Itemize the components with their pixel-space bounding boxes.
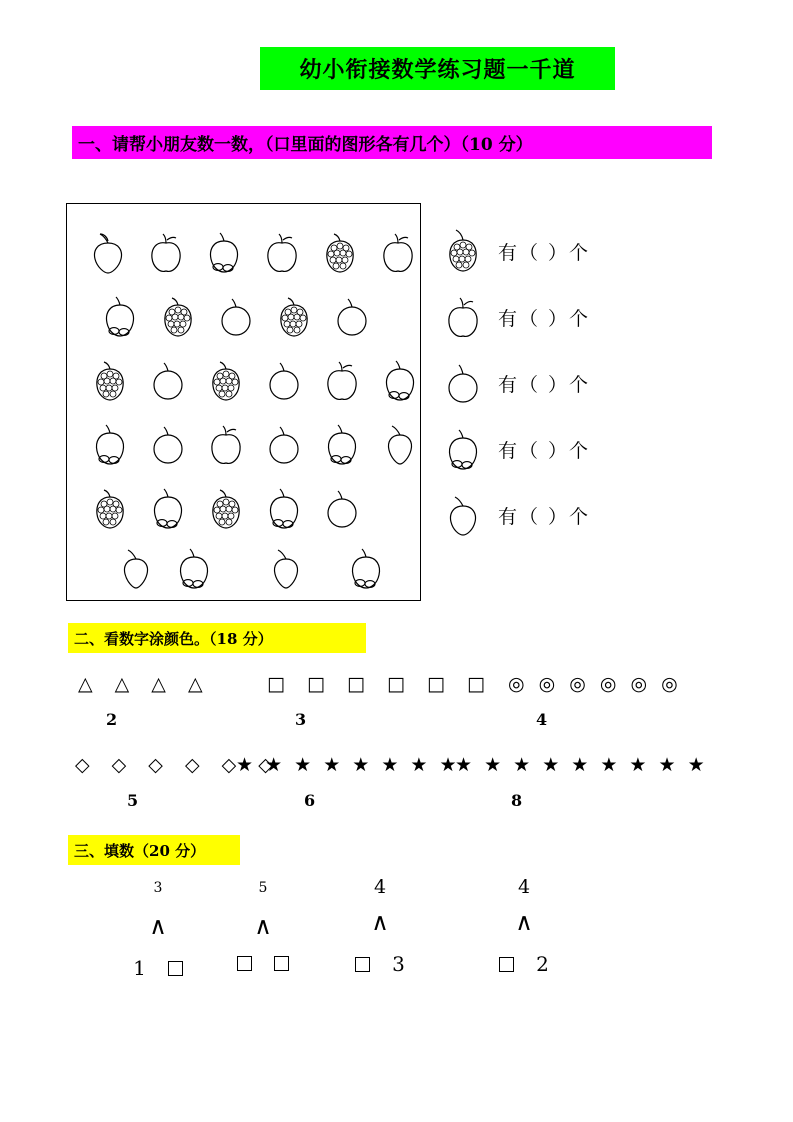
apple-icon: [313, 350, 371, 412]
number-bond: [203, 880, 323, 971]
section-2-heading: 二、看数字涂颜色。（18 分）: [74, 629, 273, 648]
bond-branch-icon: ∧: [371, 908, 389, 936]
orange-icon: [323, 286, 381, 348]
bond-branch-icon: ∧: [254, 912, 272, 940]
peach-icon: [255, 478, 313, 540]
answer-row: [436, 218, 736, 284]
peach-icon: [91, 286, 149, 348]
bond-left-blank[interactable]: [237, 956, 252, 971]
shape-number: 5: [127, 791, 139, 810]
raspberry-icon: [436, 228, 490, 274]
answer-list: [436, 218, 736, 548]
strawberry-icon: [257, 538, 315, 600]
shape-group: [267, 675, 493, 729]
bond-parts: [320, 952, 440, 976]
shape-row: ◇ ◇ ◇ ◇ ◇ ◇: [75, 754, 281, 776]
number-bond: [464, 876, 584, 976]
strawberry-icon: [79, 222, 137, 284]
number-bond: [320, 876, 440, 976]
bond-left-blank[interactable]: [355, 957, 370, 972]
answer-row: [436, 482, 736, 548]
page-title: 幼小衔接数学练习题一千道: [299, 57, 576, 83]
raspberry-icon: [81, 478, 139, 540]
bond-parts: [98, 956, 218, 980]
bond-right-value[interactable]: 2: [536, 952, 549, 976]
strawberry-icon: [436, 492, 490, 538]
answer-label: 有（ ）个: [498, 241, 591, 264]
apple-icon: [369, 222, 427, 284]
raspberry-icon: [149, 286, 207, 348]
shape-row: ★ ★ ★ ★ ★ ★ ★ ★: [236, 754, 460, 776]
orange-icon: [139, 350, 197, 412]
raspberry-icon: [265, 286, 323, 348]
fruit-counting-box: [66, 203, 421, 601]
shape-row: △ △ △ △: [78, 673, 211, 695]
bond-left-value[interactable]: 1: [133, 956, 146, 980]
answer-label: 有（ ）个: [498, 505, 591, 528]
raspberry-icon: [311, 222, 369, 284]
apple-icon: [197, 414, 255, 476]
answer-label: 有（ ）个: [498, 373, 591, 396]
strawberry-icon: [107, 538, 165, 600]
bond-total: 4: [373, 876, 387, 898]
peach-icon: [337, 538, 395, 600]
answer-label: 有（ ）个: [498, 307, 591, 330]
shape-group: [508, 675, 682, 729]
bond-total: 5: [258, 880, 268, 896]
answer-row: [436, 350, 736, 416]
shape-row: □ □ □ □ □ □: [267, 673, 493, 695]
apple-icon: [436, 294, 490, 340]
bond-total: 4: [517, 876, 531, 898]
shape-number: 6: [304, 791, 316, 810]
number-bond: [98, 880, 218, 980]
shape-number: 3: [295, 710, 307, 729]
raspberry-icon: [81, 350, 139, 412]
fruit-row: [81, 414, 429, 476]
raspberry-icon: [197, 478, 255, 540]
bond-right-blank[interactable]: [274, 956, 289, 971]
apple-icon: [253, 222, 311, 284]
section-1-heading-banner: [72, 126, 712, 159]
shape-number: 2: [106, 710, 118, 729]
answer-label: 有（ ）个: [498, 439, 591, 462]
section-3-heading: 三、填数（20 分）: [74, 841, 206, 860]
orange-icon: [255, 414, 313, 476]
answer-row: [436, 284, 736, 350]
raspberry-icon: [197, 350, 255, 412]
orange-icon: [207, 286, 265, 348]
bond-left-blank[interactable]: [499, 957, 514, 972]
shape-group: [236, 756, 460, 810]
orange-icon: [436, 360, 490, 406]
peach-icon: [165, 538, 223, 600]
shape-group: [455, 756, 708, 810]
bond-branch-icon: ∧: [515, 908, 533, 936]
bond-right-value[interactable]: 3: [392, 952, 405, 976]
orange-icon: [313, 478, 371, 540]
peach-icon: [371, 350, 429, 412]
fruit-row: [79, 222, 427, 284]
peach-icon: [436, 426, 490, 472]
shape-row: ★ ★ ★ ★ ★ ★ ★ ★ ★: [455, 754, 708, 776]
bond-total: 3: [153, 880, 163, 896]
answer-row: [436, 416, 736, 482]
fruit-row: [81, 478, 371, 540]
shape-number: 4: [536, 710, 548, 729]
peach-icon: [139, 478, 197, 540]
orange-icon: [139, 414, 197, 476]
fruit-row: [91, 286, 381, 348]
peach-icon: [81, 414, 139, 476]
shape-number: 8: [511, 791, 523, 810]
document-title-banner: [260, 47, 615, 90]
shape-row: ◎ ◎ ◎ ◎ ◎ ◎: [508, 673, 682, 695]
section-2-heading-banner: [68, 623, 366, 653]
bond-parts: [464, 952, 584, 976]
fruit-row: [81, 350, 429, 412]
bond-right-blank[interactable]: [168, 961, 183, 976]
shape-group: [78, 675, 211, 729]
peach-icon: [313, 414, 371, 476]
peach-icon: [195, 222, 253, 284]
fruit-row: [107, 538, 395, 600]
bond-branch-icon: ∧: [149, 912, 167, 940]
section-1-heading: 一、请帮小朋友数一数，（口里面的图形各有几个）（10 分）: [78, 135, 533, 155]
orange-icon: [255, 350, 313, 412]
bond-parts: [203, 956, 323, 971]
apple-icon: [137, 222, 195, 284]
strawberry-icon: [371, 414, 429, 476]
section-3-heading-banner: [68, 835, 240, 865]
